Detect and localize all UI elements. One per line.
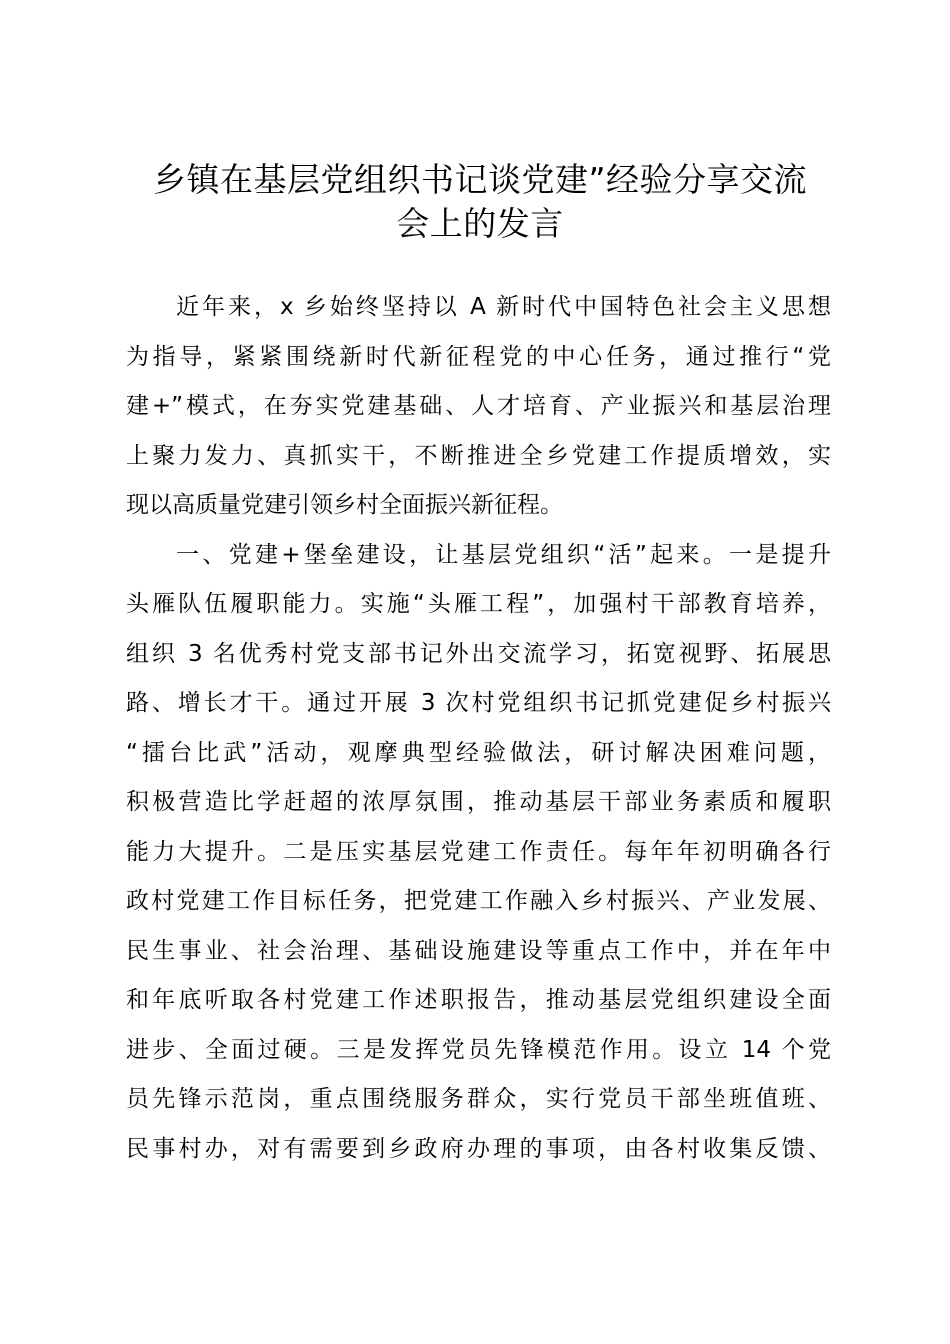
paragraph-intro xyxy=(126,283,831,531)
text-line: 组织 3 名优秀村党支部书记外出交流学习，拓宽视野、拓展思 xyxy=(126,640,831,667)
text-line: 政村党建工作目标任务，把党建工作融入乡村振兴、产业发展、 xyxy=(126,888,831,914)
text-line: 能力大提升。二是压实基层党建工作责任。每年年初明确各行 xyxy=(126,838,831,865)
text-line: 民事村办，对有需要到乡政府办理的事项，由各村收集反馈、 xyxy=(126,1135,831,1162)
text-line: 路、增长才干。通过开展 3 次村党组织书记抓党建促乡村振兴 xyxy=(126,690,831,716)
text-line: 现以高质量党建引领乡村全面振兴新征程。 xyxy=(126,492,563,518)
text-line: 为指导，紧紧围绕新时代新征程党的中心任务，通过推行“党 xyxy=(126,343,831,370)
text-line: 和年底听取各村党建工作述职报告，推动基层党组织建设全面 xyxy=(126,987,831,1013)
text-line: 一、党建+堡垒建设，让基层党组织“活”起来。一是提升 xyxy=(176,541,831,568)
paragraph-section-one xyxy=(126,531,831,1175)
text-line: 近年来，x 乡始终坚持以 A 新时代中国特色社会主义思想 xyxy=(176,294,831,320)
text-line: 头雁队伍履职能力。实施“头雁工程”，加强村干部教育培养， xyxy=(126,591,831,617)
title-line: 乡镇在基层党组织书记谈党建”经验分享交流 xyxy=(152,160,808,199)
text-line: 民生事业、社会治理、基础设施建设等重点工作中，并在年中 xyxy=(126,937,831,964)
document-title xyxy=(110,158,850,246)
text-line: 上聚力发力、真抓实干，不断推进全乡党建工作提质增效，实 xyxy=(126,442,831,469)
text-line: 建+”模式，在夯实党建基础、人才培育、产业振兴和基层治理 xyxy=(126,393,831,419)
title-line: 会上的发言 xyxy=(396,204,564,243)
text-line: 进步、全面过硬。三是发挥党员先锋模范作用。设立 14 个党 xyxy=(126,1036,831,1063)
text-line: 积极营造比学赶超的浓厚氛围，推动基层干部业务素质和履职 xyxy=(126,789,831,815)
text-line: 员先锋示范岗，重点围绕服务群众，实行党员干部坐班值班、 xyxy=(126,1086,831,1112)
text-line: “擂台比武”活动，观摩典型经验做法，研讨解决困难问题， xyxy=(126,739,831,766)
document-body xyxy=(126,283,831,1174)
